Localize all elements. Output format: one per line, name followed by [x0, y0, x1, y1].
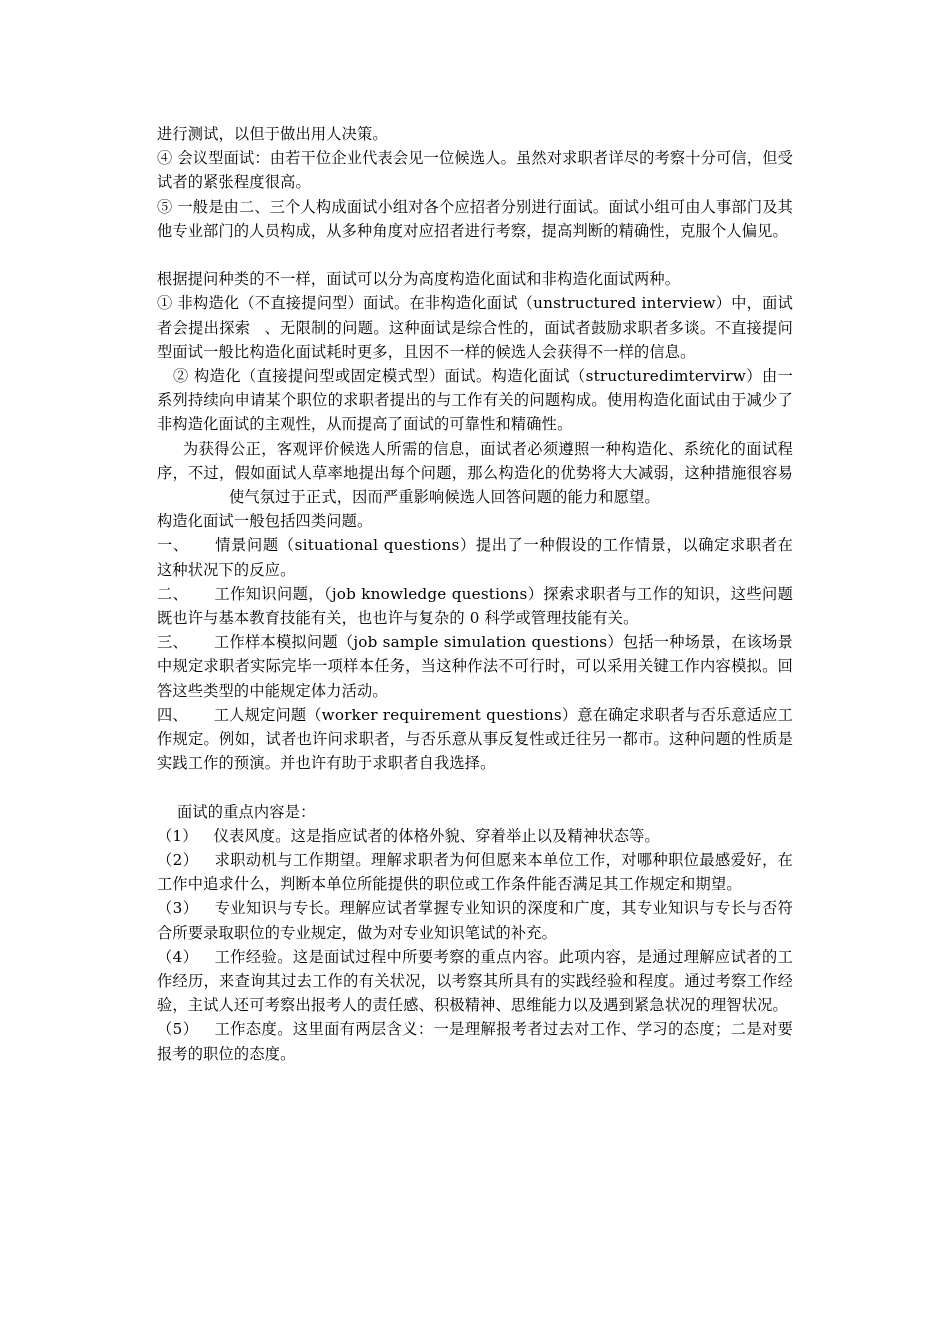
list-number: （1）: [157, 826, 198, 845]
paragraph-structured-interview: ② 构造化（直接提问型或固定模式型）面试。构造化面试（structuredimtervirw）由一系列持续向申请某个职位的求职者提出的与工作有关的问题构成。使用构造化面试由于减少了非构造化面试的主观性，从而提高了面试的可靠性和精确性。: [157, 367, 793, 434]
list-text: 专业知识与专长。理解应试者掌握专业知识的深度和广度，其专业知识与专长与否符合所要录取职位的专业规定，做为对专业知识笔试的补充。: [157, 899, 793, 942]
list-item-attitude: [157, 1017, 793, 1065]
paragraph-meeting-interview: ④ 会议型面试：由若干位企业代表会见一位候选人。虽然对求职者详尽的考察十分可信，但受试者的紧张程度很高。: [157, 149, 793, 192]
list-item-situational: [157, 533, 793, 581]
list-text: 情景问题（situational questions）提出了一种假设的工作情景，以确定求职者在这种状况下的反应。: [157, 536, 793, 579]
unstructured-part-2: 、无限制的问题。这种面试是综合性的，面试者鼓励求职者多谈。不直接提问型面试一般比构造化面试耗时更多，且因不一样的候选人会获得不一样的信息。: [157, 318, 793, 361]
paragraph-four-types: 构造化面试一般包括四类问题。: [157, 512, 373, 531]
list-number: （4）: [157, 947, 199, 966]
list-item-appearance: [157, 824, 793, 848]
list-number: 三、: [157, 633, 188, 652]
paragraph-panel-interview: ⑤ 一般是由二、三个人构成面试小组对各个应招者分别进行面试。面试小组可由人事部门及其他专业部门的人员构成，从多种角度对应招者进行考察，提高判断的精确性，克服个人偏见。: [157, 197, 793, 240]
list-number: （5）: [157, 1020, 199, 1039]
blank-line: [157, 775, 793, 799]
paragraph-intro-tail: 进行测试，以但于做出用人决策。: [157, 125, 388, 143]
list-number: （3）: [157, 899, 199, 918]
paragraph-fairness: [157, 437, 793, 510]
fairness-part-2: 使气氛过于正式，因而严重影响候选人回答问题的能力和愿望。: [229, 488, 660, 507]
document-page: [157, 122, 793, 1066]
paragraph-unstructured-interview: [157, 291, 793, 364]
list-text: 工人规定问题（worker requirement questions）意在确定求职者与否乐意适应工作规定。例如，试者也许问求职者，与否乐意从事反复性或迁往另一都市。这种问题的性质是实践工作的预演。并也许有助于求职者自我选择。: [157, 705, 793, 773]
list-number: 一、: [157, 536, 189, 555]
fairness-part-1: 为获得公正，客观评价候选人所需的信息，面试者必须遵照一种构造化、系统化的面试程序，不过，假如面试人草率地提出每个问题，那么构造化的优势将大大减弱，这种措施很容易: [157, 439, 793, 482]
list-item-motivation: [157, 848, 793, 896]
blank-line: [157, 243, 793, 267]
list-text: 工作态度。这里面有两层含义：一是理解报考者过去对工作、学习的态度；二是对要报考的职位的态度。: [157, 1020, 793, 1063]
unstructured-part-1: ① 非构造化（不直接提问型）面试。在非构造化面试（unstructured interview）中，面试者会提出探索: [157, 294, 793, 337]
list-item-job-sample: [157, 630, 793, 703]
list-item-experience: [157, 945, 793, 1018]
list-text: 工作样本模拟问题（job sample simulation questions）包括一种场景，在该场景中规定求职者实际完毕一项样本任务，当这种作法不可行时，可以采用关键工作内容模拟。回答这些类型的中能规定体力活动。: [157, 633, 794, 700]
list-number: 二、: [157, 584, 189, 603]
list-item-job-knowledge: [157, 582, 793, 630]
list-text: 工作经验。这是面试过程中所要考察的重点内容。此项内容，是通过理解应试者的工作经历，来查询其过去工作的有关状况，以考察其所具有的实践经验和程度。通过考察工作经验，主试人还可考察出报考人的责任感、积极精神、思维能力以及遇到紧急状况的理智状况。: [157, 947, 793, 1015]
paragraph-key-content-heading: 面试的重点内容是：: [177, 802, 316, 821]
list-number: 四、: [157, 705, 188, 724]
list-item-worker-requirement: [157, 703, 793, 776]
list-text: 仪表风度。这是指应试者的体格外貌、穿着举止以及精神状态等。: [213, 826, 660, 845]
list-item-expertise: [157, 896, 793, 944]
paragraph-question-types: 根据提问种类的不一样，面试可以分为高度构造化面试和非构造化面试两种。: [157, 270, 681, 289]
list-text: 工作知识问题，（job knowledge questions）探索求职者与工作的知识，这些问题既也许与基本教育技能有关，也也许与复杂的 0 科学或管理技能有关。: [157, 584, 793, 628]
list-text: 求职动机与工作期望。理解求职者为何但愿来本单位工作，对哪种职位最感爱好，在工作中追求什么，判断本单位所能提供的职位或工作条件能否满足其工作规定和期望。: [157, 851, 793, 894]
list-number: （2）: [157, 851, 199, 870]
